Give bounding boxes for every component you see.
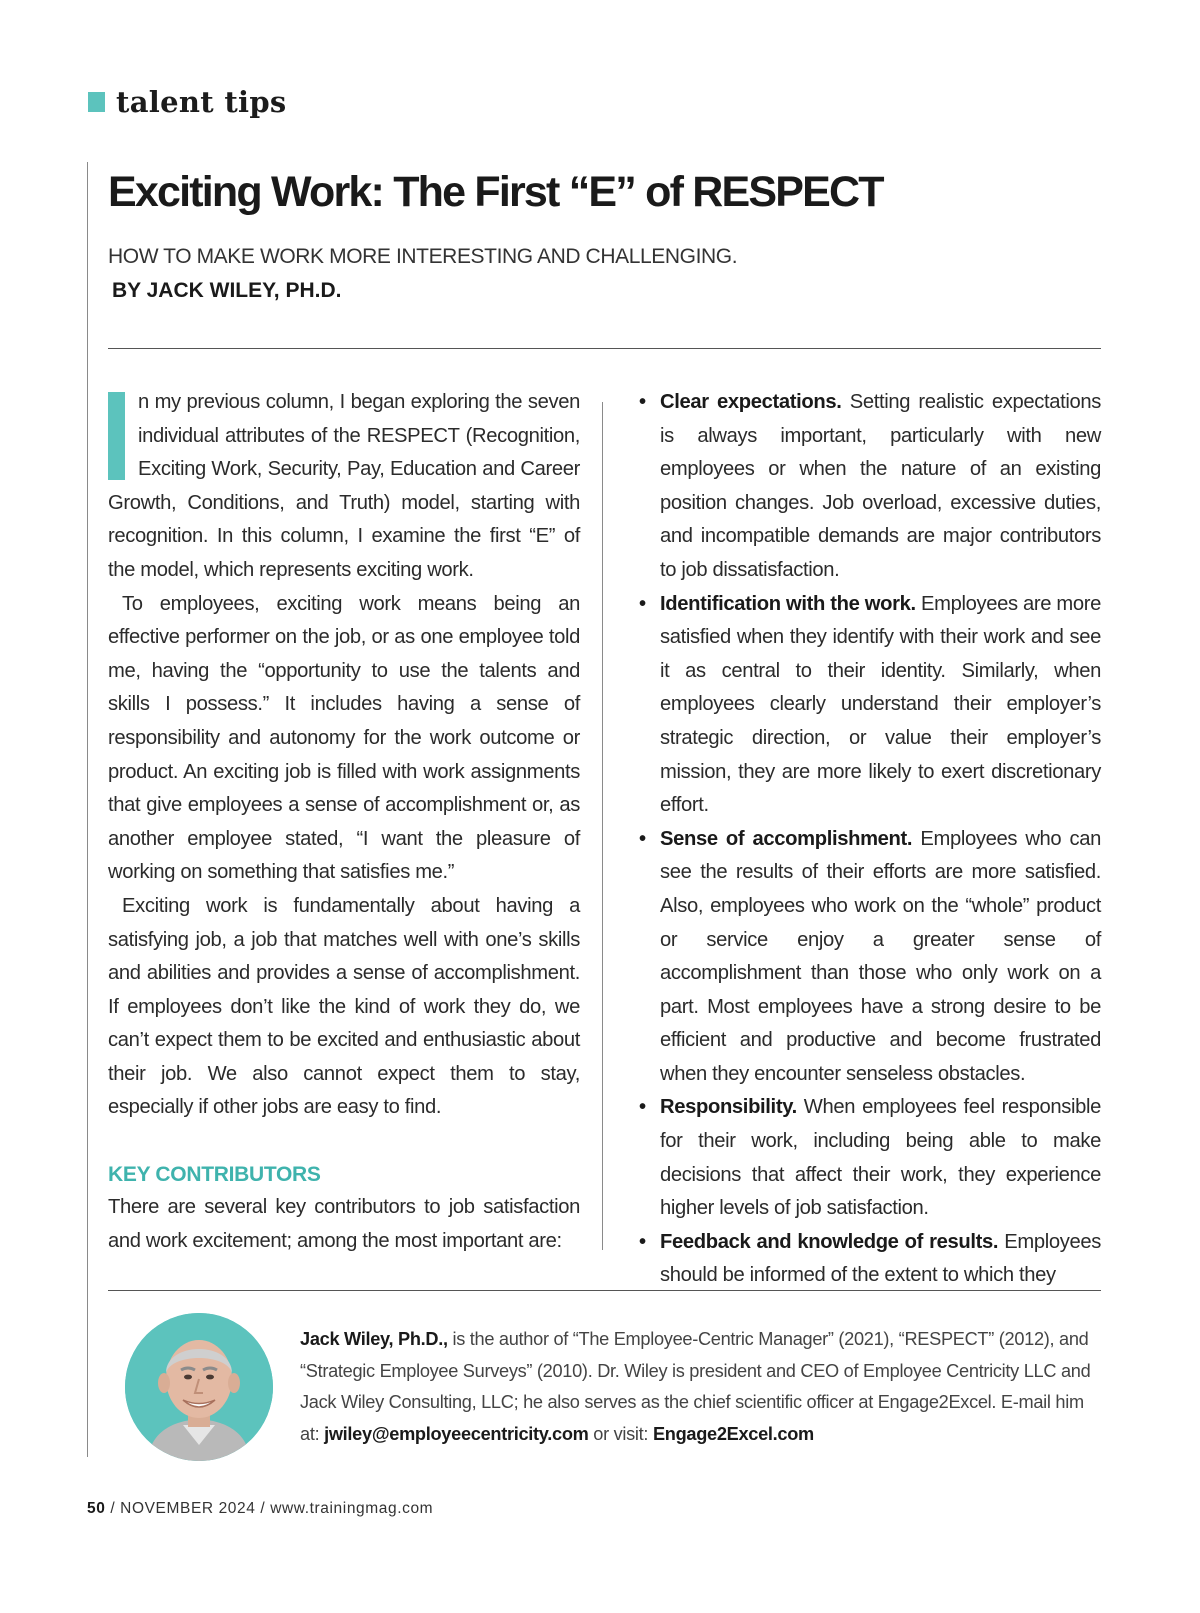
list-item-title: Feedback and knowledge of results.	[660, 1230, 999, 1253]
bullet-icon: •	[639, 592, 646, 615]
author-website-link[interactable]: Engage2Excel.com	[652, 1423, 814, 1444]
author-email-link[interactable]: jwiley@employeecentricity.com	[324, 1423, 589, 1444]
body-paragraph: n my previous column, I began exploring the seven individual attributes of the RESPECT (Recognition, Exciting Work, Security, Pay, Education and Career Growth, Conditions, and Truth) model, starting with recognition. In this column, I examine the first “E” of the model, which represents exciting work.	[108, 391, 580, 581]
key-contributors-intro: There are several key contributors to job satisfaction and work excitement; among the most important are:	[108, 1196, 580, 1252]
list-item	[638, 1226, 1101, 1293]
list-item-title: Responsibility.	[660, 1096, 797, 1119]
list-item-text: Employees who can see the results of their efforts are more satisfied. Also, employees who work on the “whole” product or service enjoy a greater sense of accomplishment than those who only work on a part. Most employees have a strong desire to be efficient and productive and become frustrated when they encounter senseless obstacles.	[660, 827, 1102, 1085]
list-item-text: When employees feel responsible for their work, including being able to make decisions that affect their work, they experience higher levels of job satisfaction.	[660, 1096, 1101, 1220]
contributors-list	[638, 386, 1101, 1293]
bio-visit-text: or visit:	[588, 1423, 653, 1444]
column-divider	[602, 402, 603, 1250]
list-item-title: Identification with the work.	[660, 592, 916, 615]
author-portrait-icon	[125, 1313, 273, 1461]
page-number: 50	[87, 1500, 106, 1517]
article-byline: BY JACK WILEY, PH.D.	[112, 279, 342, 302]
list-item-title: Sense of accomplishment.	[660, 827, 913, 850]
bullet-icon: •	[639, 1230, 646, 1253]
section-tag-square	[88, 92, 105, 112]
section-tag-label: talent tips	[116, 85, 287, 119]
article-subtitle: HOW TO MAKE WORK MORE INTERESTING AND CHALLENGING.	[108, 245, 738, 268]
body-paragraph: To employees, exciting work means being an effective performer on the job, or as one employee told me, having the “opportunity to use the talents and skills I possess.” It includes having a sense of responsibility and autonomy for the work outcome or product. An exciting job is filled with work assignments that give employees a sense of accomplishment or, as another employee stated, “I want the pleasure of working on something that satisfies me.”	[108, 592, 580, 884]
bullet-icon: •	[639, 827, 646, 850]
left-margin-rule	[87, 162, 88, 1457]
list-item	[638, 386, 1101, 588]
list-item-text: Employees should be informed of the extent to which they	[660, 1230, 1101, 1287]
body-paragraph: Exciting work is fundamentally about having a satisfying job, a job that matches well with one’s skills and abilities and provides a sense of accomplishment. If employees don’t like the kind of work they do, we can’t expect them to be excited and enthusiastic about their job. We also cannot expect them to stay, especially if other jobs are easy to find.	[108, 894, 580, 1119]
drop-cap-i	[108, 392, 125, 480]
author-avatar	[125, 1313, 273, 1461]
section-tag	[88, 82, 287, 122]
author-bio	[300, 1324, 1105, 1450]
article-column-right	[638, 386, 1101, 1293]
list-item	[638, 1091, 1101, 1225]
bio-divider	[108, 1290, 1101, 1291]
key-contributors-heading: KEY CONTRIBUTORS	[108, 1163, 321, 1187]
list-item-text: Setting realistic expectations is always important, particularly with new employees or when the nature of an existing position changes. Job overload, excessive duties, and incompatible demands are major contributors to job dissatisfaction.	[660, 391, 1102, 581]
article-title: Exciting Work: The First “E” of RESPECT	[108, 168, 883, 216]
list-item	[638, 588, 1101, 823]
list-item	[638, 823, 1101, 1092]
author-name: Jack Wiley, Ph.D.,	[300, 1329, 448, 1349]
bullet-icon: •	[639, 391, 646, 413]
page-footer	[87, 1500, 433, 1518]
article-column-left	[108, 386, 580, 1258]
footer-issue: / NOVEMBER 2024 / www.trainingmag.com	[105, 1500, 434, 1517]
bio-text: is the author of “The Employee-Centric Manager” (2021), “RESPECT” (2012), and “Strategic Employee Surveys” (2010). Dr. Wiley is president and CEO of Employee Centricity LLC and Jack Wiley Consulting, LLC; he also serves as the chief scientific officer at Engage2Excel. E-mail him at:	[300, 1329, 1091, 1444]
bullet-icon: •	[639, 1096, 646, 1119]
list-item-title: Clear expectations.	[660, 391, 842, 413]
list-item-text: Employees are more satisfied when they identify with their work and see it as central to their identity. Similarly, when employees clearly understand their employer’s strategic direction, or value their employer’s mission, they are more likely to exert discretionary effort.	[660, 592, 1101, 817]
header-divider	[108, 348, 1101, 349]
